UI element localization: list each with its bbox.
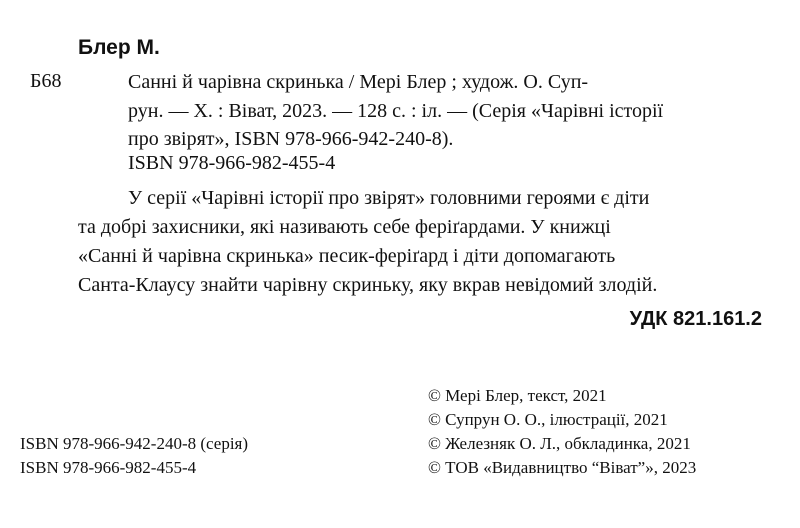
bibliographic-line: Санні й чарівна скринька / Мері Блер ; худож. О. Суп- xyxy=(128,71,589,93)
bibliographic-line: про звірят», ISBN 978-966-942-240-8). xyxy=(128,128,454,150)
annotation-line: Санта-Клаусу знайти чарівну скриньку, яку вкрав невідомий злодій. xyxy=(78,274,658,296)
annotation xyxy=(78,184,778,300)
isbn-main: ISBN 978-966-982-455-4 xyxy=(128,152,336,174)
annotation-line: та добрі захисники, які називають себе феріґардами. У книжці xyxy=(78,216,611,238)
isbn-block xyxy=(20,432,248,480)
copyright-line: © Железняк О. Л., обкладинка, 2021 xyxy=(428,434,691,453)
copyright-line: © ТОВ «Видавництво “Віват”», 2023 xyxy=(428,458,697,477)
isbn-line: ISBN 978-966-982-455-4 xyxy=(20,458,197,477)
udk-code: УДК 821.161.2 xyxy=(629,308,762,330)
catalog-code: Б68 xyxy=(30,70,62,92)
isbn-line: ISBN 978-966-942-240-8 (серія) xyxy=(20,434,249,453)
copyright-line: © Супрун О. О., ілюстрації, 2021 xyxy=(428,410,668,429)
annotation-line: «Санні й чарівна скринька» песик-феріґард і діти допомагають xyxy=(78,245,616,267)
author-name: Блер М. xyxy=(78,36,160,59)
bibliographic-description xyxy=(128,68,778,154)
copyright-block xyxy=(428,384,696,480)
annotation-line: У серії «Чарівні історії про звірят» головними героями є діти xyxy=(128,187,650,209)
copyright-line: © Мері Блер, текст, 2021 xyxy=(428,386,607,405)
bibliographic-line: рун. — Х. : Віват, 2023. — 128 с. : іл. — (Серія «Чарівні історії xyxy=(128,99,664,122)
